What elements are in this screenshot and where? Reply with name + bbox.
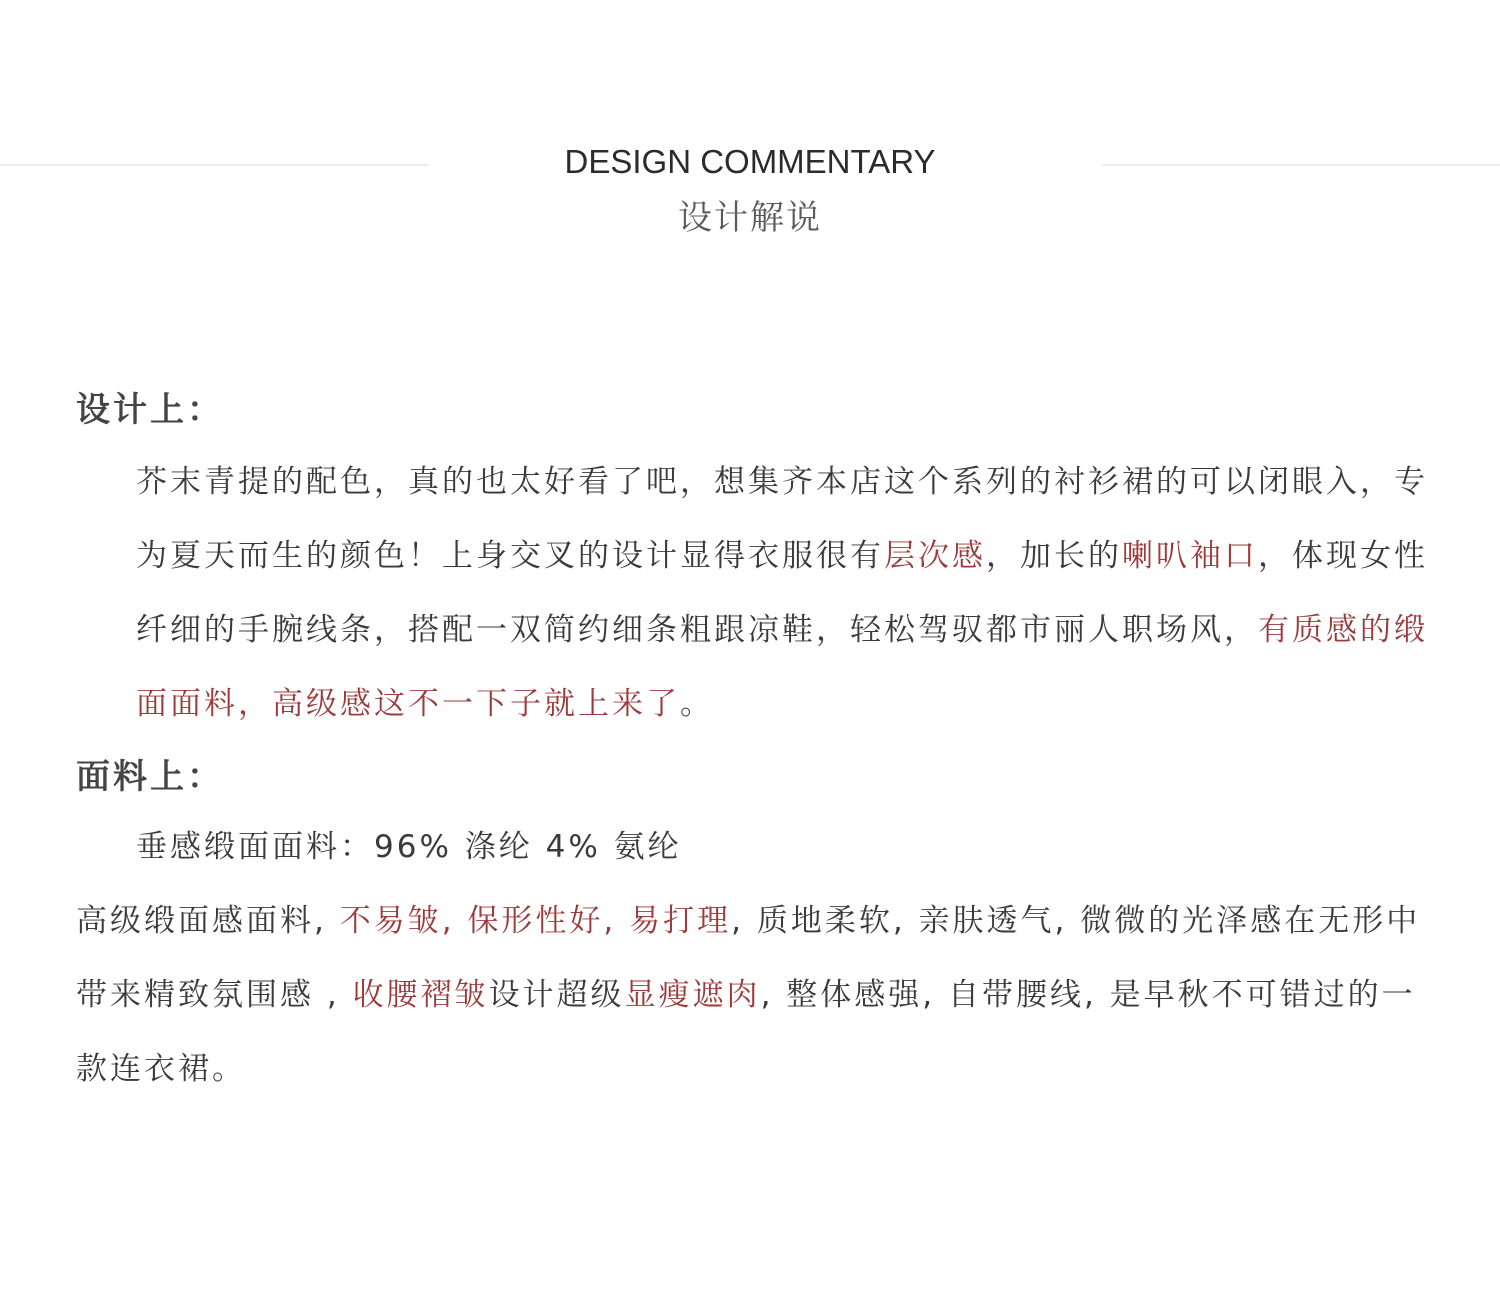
design-text-segment: ，加长的 (986, 538, 1122, 574)
design-section-title: 设计上： (76, 390, 224, 430)
header-title-en: DESIGN COMMENTARY (564, 143, 936, 180)
fabric-section-body (76, 884, 1436, 1106)
commentary-content (76, 382, 1436, 1106)
fabric-highlight-segment: 显瘦遮肉 (624, 977, 761, 1013)
design-section-body (76, 445, 1436, 741)
design-highlight-segment: 喇叭袖口 (1122, 538, 1258, 574)
fabric-section-title: 面料上： (76, 757, 224, 797)
header-title-cn: 设计解说 (678, 198, 822, 238)
design-text-segment: 芥末青提的配色，真的也太好看了吧，想集齐本店这个系列的衬衫裙的可以闭眼入，专为夏天而生的颜色！上身交叉的设计显得衣服很有 (136, 464, 1428, 574)
design-highlight-segment: 层次感 (884, 538, 986, 574)
design-highlight-segment: 有质感的缎面面料，高级感这不一下子就上来了 (136, 612, 1428, 722)
design-text-segment: 。 (680, 686, 714, 722)
fabric-composition: 垂感缎面面料：96% 涤纶 4% 氨纶 (136, 829, 682, 865)
fabric-text-segment: 高级缎面感面料, (76, 903, 340, 939)
fabric-text-segment: , 整体感强, 自带腰线, 是早秋不可错过的一款连衣裙。 (76, 977, 1416, 1087)
design-text-segment: ，体现女性纤细的手腕线条，搭配一双简约细条粗跟凉鞋，轻松驾驭都市丽人职场风， (136, 538, 1428, 648)
fabric-highlight-segment: 不易皱, 保形性好, 易打理 (339, 903, 732, 939)
fabric-text-segment: , 质地柔软, 亲肤透气, 微微的光泽感在无形中带来精致氛围感 , (76, 903, 1421, 1013)
fabric-highlight-segment: 收腰褶皱 (352, 977, 489, 1013)
fabric-text-segment: 设计超级 (488, 977, 625, 1013)
